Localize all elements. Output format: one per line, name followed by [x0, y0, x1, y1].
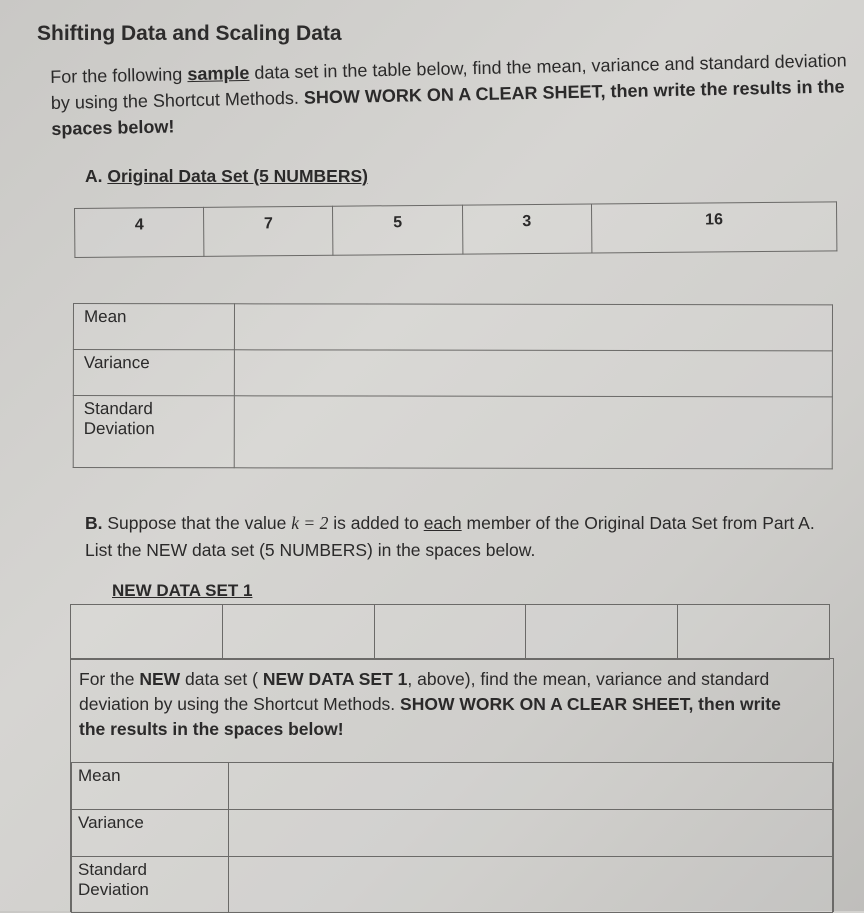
intro-sample-word: sample: [187, 62, 250, 85]
std-dev-label-line2: Deviation: [78, 880, 149, 899]
table-row: [73, 396, 832, 469]
part-b-each-word: each: [423, 513, 462, 533]
part-b-text-2: is added to: [328, 513, 424, 533]
std-dev-label-line1: Standard: [78, 860, 147, 879]
new-data-instructions: [79, 667, 809, 742]
table-row: [75, 202, 837, 258]
intro-bold-instruction: SHOW WORK ON A CLEAR SHEET, then write the results in the spaces below!: [51, 76, 845, 139]
new-data-stats-block: [70, 658, 834, 912]
stats-table-a: [73, 303, 833, 469]
table-row: [72, 857, 833, 913]
intro-text-1: For the following: [50, 64, 188, 87]
part-b-k-expression: k = 2: [291, 513, 329, 533]
table-row: [73, 304, 832, 351]
data-cell: 3: [462, 204, 592, 254]
instr2-bold-2: NEW DATA SET 1: [262, 669, 408, 689]
original-data-table: [74, 201, 837, 258]
variance-label: Variance: [73, 350, 234, 396]
variance-label: Variance: [72, 810, 229, 857]
instr2-bold-3: SHOW WORK ON A CLEAR SHEET, then write the results in the spaces below!: [79, 694, 781, 739]
mean-answer-field[interactable]: [234, 304, 832, 351]
data-cell: 16: [591, 202, 837, 253]
variance-answer-field[interactable]: [234, 350, 832, 397]
instr2-bold-1: NEW: [139, 669, 181, 689]
table-row: [72, 763, 833, 810]
instr2-text-2: data set (: [180, 669, 263, 689]
stats-table-b: [71, 762, 833, 913]
mean-answer-field[interactable]: [229, 763, 833, 810]
new-data-input-cell[interactable]: [222, 605, 374, 660]
data-cell: 4: [75, 207, 205, 257]
intro-text-2: data set in the table below, find the mean, variance and standard deviation by using the Shortcut Methods.: [50, 50, 847, 113]
mean-label: Mean: [73, 304, 234, 350]
new-data-input-cell[interactable]: [374, 605, 526, 660]
instr2-text-3: , above), find the mean, variance and standard deviation by using the Shortcut Methods.: [79, 669, 770, 714]
data-cell: 5: [333, 205, 463, 255]
table-row: [73, 350, 832, 397]
new-data-input-cell[interactable]: [526, 605, 678, 660]
new-data-set-title: NEW DATA SET 1: [112, 581, 253, 600]
mean-label: Mean: [72, 763, 229, 810]
std-dev-label-line2: Deviation: [83, 419, 155, 439]
page-title: Shifting Data and Scaling Data: [37, 22, 342, 45]
std-dev-answer-field[interactable]: [234, 396, 832, 469]
part-a-title: Original Data Set (5 NUMBERS): [107, 166, 368, 186]
std-dev-label: [72, 857, 229, 913]
part-b-letter: B.: [85, 513, 103, 533]
part-a-letter: A.: [85, 166, 103, 186]
part-b-question: [85, 510, 835, 564]
std-dev-answer-field[interactable]: [229, 857, 833, 913]
new-data-input-cell[interactable]: [71, 605, 223, 660]
std-dev-label-line1: Standard: [83, 399, 153, 419]
table-row: [72, 810, 833, 857]
part-b-text-3: member of the Original Data Set from Part A. List the NEW data set (5 NUMBERS) in the spaces below.: [85, 513, 815, 560]
variance-answer-field[interactable]: [229, 810, 833, 857]
part-a-heading: [85, 166, 368, 187]
new-data-table: [70, 604, 830, 660]
new-data-input-cell[interactable]: [678, 605, 830, 660]
intro-paragraph: [50, 47, 851, 142]
std-dev-label: [73, 396, 234, 468]
table-row: [71, 605, 830, 660]
data-cell: 7: [204, 206, 334, 256]
part-b-text-1: Suppose that the value: [107, 513, 292, 533]
instr2-text-1: For the: [79, 669, 140, 689]
